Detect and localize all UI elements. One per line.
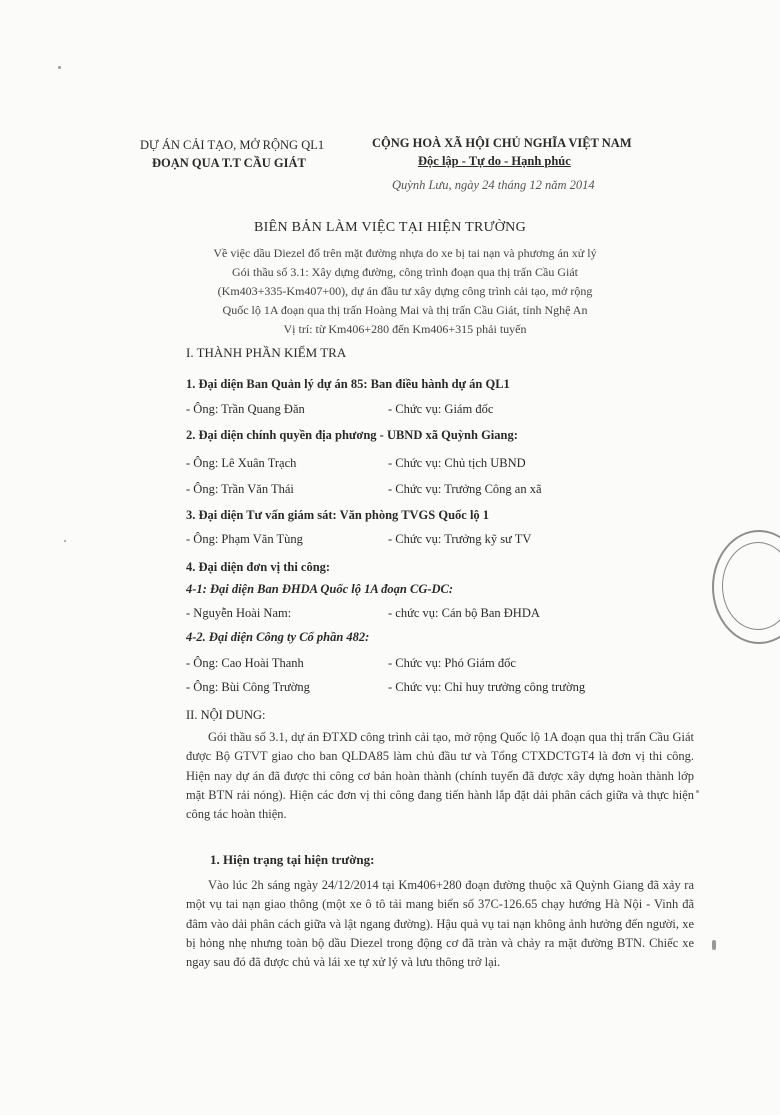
- document-title: BIÊN BẢN LÀM VIỆC TẠI HIỆN TRƯỜNG: [254, 220, 526, 235]
- project-name-line2: ĐOẠN QUA T.T CẦU GIÁT: [152, 156, 306, 170]
- member-name: - Ông: Trần Quang Đăn: [186, 402, 305, 416]
- subtitle-line: Quốc lộ 1A đoạn qua thị trấn Hoàng Mai và thị trấn Cầu Giát, tỉnh Nghệ An: [222, 303, 588, 317]
- group3-heading: 3. Đại diện Tư vấn giám sát: Văn phòng TVGS Quốc lộ 1: [186, 508, 490, 522]
- member-name: - Ông: Bùi Công Trường: [186, 680, 310, 694]
- member-role: - chức vụ: Cán bộ Ban ĐHDA: [388, 606, 540, 620]
- member-name: - Ông: Phạm Văn Tùng: [186, 532, 303, 546]
- member-role: - Chức vụ: Chủ tịch UBND: [388, 456, 526, 470]
- section2-intro: Gói thầu số 3.1, dự án ĐTXD công trình cải tạo, mở rộng Quốc lộ 1A đoạn qua thị trấn Cầu Giát được Bộ GTVT giao cho ban QLDA85 làm chủ đầu tư và Tổng CTXDCTGT4 là đơn vị thi công. Hiện nay dự án đã được thi công cơ bản hoàn thành (chính tuyến đã được xây dựng hoàn thành lớp mặt BTN rải nóng). Hiện các đơn vị thi công đang tiến hành lắp đặt dải phân cách giữa và thực hiện công tác hoàn thiện.: [186, 730, 694, 822]
- scan-speck: [696, 790, 699, 793]
- scan-speck: [64, 540, 66, 542]
- member-role: - Chức vụ: Giám đốc: [388, 402, 494, 416]
- member-role: - Chức vụ: Chỉ huy trưởng công trường: [388, 680, 586, 694]
- subtitle-line: Gói thầu số 3.1: Xây dựng đường, công trình đoạn qua thị trấn Cầu Giát: [232, 265, 578, 279]
- member-role: - Chức vụ: Trưởng Công an xã: [388, 482, 542, 496]
- section2-heading: II. NỘI DUNG:: [186, 708, 266, 722]
- project-name-line1: DỰ ÁN CẢI TẠO, MỞ RỘNG QL1: [140, 138, 325, 152]
- document-subtitle: [110, 244, 700, 339]
- member-name: - Ông: Trần Văn Thái: [186, 482, 294, 496]
- group4-1-heading: 4-1: Đại diện Ban ĐHDA Quốc lộ 1A đoạn CG-DC:: [186, 582, 454, 596]
- national-motto: Độc lập - Tự do - Hạnh phúc: [418, 154, 571, 168]
- scan-speck: [712, 940, 716, 950]
- group4-2-heading: 4-2. Đại diện Công ty Cổ phần 482:: [186, 630, 370, 644]
- subtitle-line: Về việc dầu Diezel đổ trên mặt đường nhựa do xe bị tai nạn và phương án xử lý: [213, 246, 597, 260]
- subtitle-line: (Km403+335-Km407+00), dự án đầu tư xây dựng công trình cải tạo, mở rộng: [217, 284, 593, 298]
- section2-sub1-heading: 1. Hiện trạng tại hiện trường:: [210, 852, 375, 867]
- scan-speck: [58, 66, 61, 69]
- member-role: - Chức vụ: Phó Giám đốc: [388, 656, 516, 670]
- member-role: - Chức vụ: Trưởng kỹ sư TV: [388, 532, 532, 546]
- national-title: CỘNG HOÀ XÃ HỘI CHỦ NGHĨA VIỆT NAM: [372, 136, 632, 150]
- member-name: - Nguyễn Hoài Nam:: [186, 606, 292, 620]
- group4-heading: 4. Đại diện đơn vị thi công:: [186, 560, 331, 574]
- member-name: - Ông: Lê Xuân Trạch: [186, 456, 297, 470]
- section2-sub1-text: Vào lúc 2h sáng ngày 24/12/2014 tại Km406+280 đoạn đường thuộc xã Quỳnh Giang đã xảy ra một vụ tai nạn giao thông (một xe ô tô tải mang biển số 37C-126.65 chạy hướng Hà Nội - Vinh đã đâm vào dải phân cách giữa và lật ngang đường). Hậu quả vụ tai nạn không ảnh hưởng đến người, xe bị hỏng nhẹ nhưng toàn bộ dầu Diezel trong động cơ đã tràn và chảy ra mặt đường BTN. Chiếc xe ngay sau đó đã được chủ và lái xe tự xử lý và lưu thông trở lại.: [186, 878, 694, 970]
- subtitle-line: Vị trí: từ Km406+280 đến Km406+315 phải tuyến: [283, 322, 527, 336]
- group2-heading: 2. Đại diện chính quyền địa phương - UBND xã Quỳnh Giang:: [186, 428, 518, 442]
- section1-heading: I. THÀNH PHẦN KIỂM TRA: [186, 345, 347, 360]
- group1-heading: 1. Đại diện Ban Quản lý dự án 85: Ban điều hành dự án QL1: [186, 377, 510, 391]
- document-date: Quỳnh Lưu, ngày 24 tháng 12 năm 2014: [392, 178, 595, 192]
- member-name: - Ông: Cao Hoài Thanh: [186, 656, 304, 670]
